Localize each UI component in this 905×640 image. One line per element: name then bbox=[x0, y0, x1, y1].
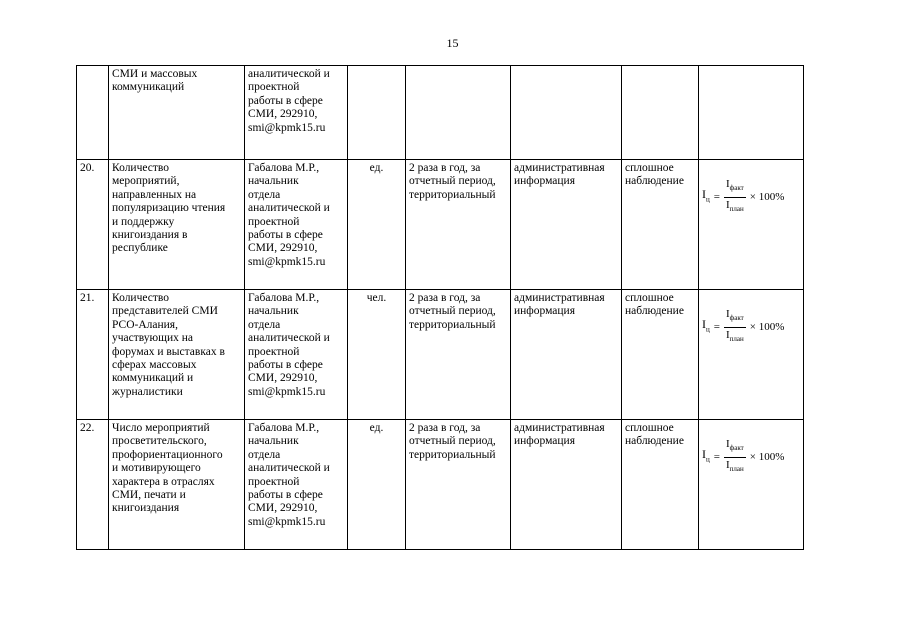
formula-denominator: $I_{план}$ bbox=[725, 329, 744, 344]
unit-of-measure: ед. bbox=[348, 420, 406, 550]
table-row bbox=[77, 290, 804, 420]
formula-multiplier: × 100% bbox=[749, 320, 785, 333]
table-row bbox=[77, 420, 804, 550]
data-source: административная информация bbox=[511, 290, 622, 420]
reporting-period bbox=[406, 66, 511, 160]
responsible-person: аналитической и проектной работы в сфере СМИ, 292910, smi@kpmk15.ru bbox=[245, 66, 348, 160]
reporting-period: 2 раза в год, за отчетный период, территориальный bbox=[406, 160, 511, 290]
formula-cell bbox=[699, 290, 804, 420]
responsible-person: Габалова М.Р., начальник отдела аналитической и проектной работы в сфере СМИ, 292910, smi@kpmk15.ru bbox=[245, 420, 348, 550]
table-row bbox=[77, 160, 804, 290]
calculation-formula bbox=[702, 178, 800, 216]
row-number: 22. bbox=[77, 420, 109, 550]
reporting-period: 2 раза в год, за отчетный период, территориальный bbox=[406, 420, 511, 550]
data-source bbox=[511, 66, 622, 160]
formula-lhs: $I_ц$ bbox=[702, 317, 710, 334]
formula-fraction bbox=[724, 438, 746, 476]
row-number bbox=[77, 66, 109, 160]
row-number: 20. bbox=[77, 160, 109, 290]
formula-denominator: $I_{план}$ bbox=[725, 459, 744, 474]
table-row bbox=[77, 66, 804, 160]
indicator-name: Количество мероприятий, направленных на популяризацию чтения и поддержку книгоиздания в республике bbox=[109, 160, 245, 290]
observation-method: сплошное наблюдение bbox=[622, 160, 699, 290]
observation-method bbox=[622, 66, 699, 160]
formula-numerator: $I_{факт}$ bbox=[724, 178, 746, 198]
formula-denominator: $I_{план}$ bbox=[725, 199, 744, 214]
indicator-name: Число мероприятий просветительского, профориентационного и мотивирующего характера в отраслях СМИ, печати и книгоиздания bbox=[109, 420, 245, 550]
unit-of-measure: ед. bbox=[348, 160, 406, 290]
formula-fraction bbox=[724, 308, 746, 346]
unit-of-measure: чел. bbox=[348, 290, 406, 420]
formula-cell bbox=[699, 420, 804, 550]
responsible-person: Габалова М.Р., начальник отдела аналитической и проектной работы в сфере СМИ, 292910, smi@kpmk15.ru bbox=[245, 160, 348, 290]
formula-equals: = bbox=[713, 190, 720, 203]
formula-multiplier: × 100% bbox=[749, 190, 785, 203]
data-source: административная информация bbox=[511, 160, 622, 290]
responsible-person: Габалова М.Р., начальник отдела аналитической и проектной работы в сфере СМИ, 292910, smi@kpmk15.ru bbox=[245, 290, 348, 420]
formula-lhs: $I_ц$ bbox=[702, 187, 710, 204]
formula-lhs: $I_ц$ bbox=[702, 447, 710, 464]
formula-equals: = bbox=[713, 450, 720, 463]
row-number: 21. bbox=[77, 290, 109, 420]
indicator-name: СМИ и массовых коммуникаций bbox=[109, 66, 245, 160]
formula-cell bbox=[699, 66, 804, 160]
indicators-table bbox=[76, 65, 804, 550]
data-source: административная информация bbox=[511, 420, 622, 550]
calculation-formula bbox=[702, 308, 800, 346]
formula-cell bbox=[699, 160, 804, 290]
reporting-period: 2 раза в год, за отчетный период, территориальный bbox=[406, 290, 511, 420]
calculation-formula bbox=[702, 438, 800, 476]
formula-numerator: $I_{факт}$ bbox=[724, 308, 746, 328]
formula-equals: = bbox=[713, 320, 720, 333]
page-number: 15 bbox=[446, 36, 459, 50]
unit-of-measure bbox=[348, 66, 406, 160]
formula-numerator: $I_{факт}$ bbox=[724, 438, 746, 458]
observation-method: сплошное наблюдение bbox=[622, 420, 699, 550]
observation-method: сплошное наблюдение bbox=[622, 290, 699, 420]
indicator-name: Количество представителей СМИ РСО-Алания, участвующих на форумах и выставках в сферах массовых коммуникаций и журналистики bbox=[109, 290, 245, 420]
formula-fraction bbox=[724, 178, 746, 216]
formula-multiplier: × 100% bbox=[749, 450, 785, 463]
